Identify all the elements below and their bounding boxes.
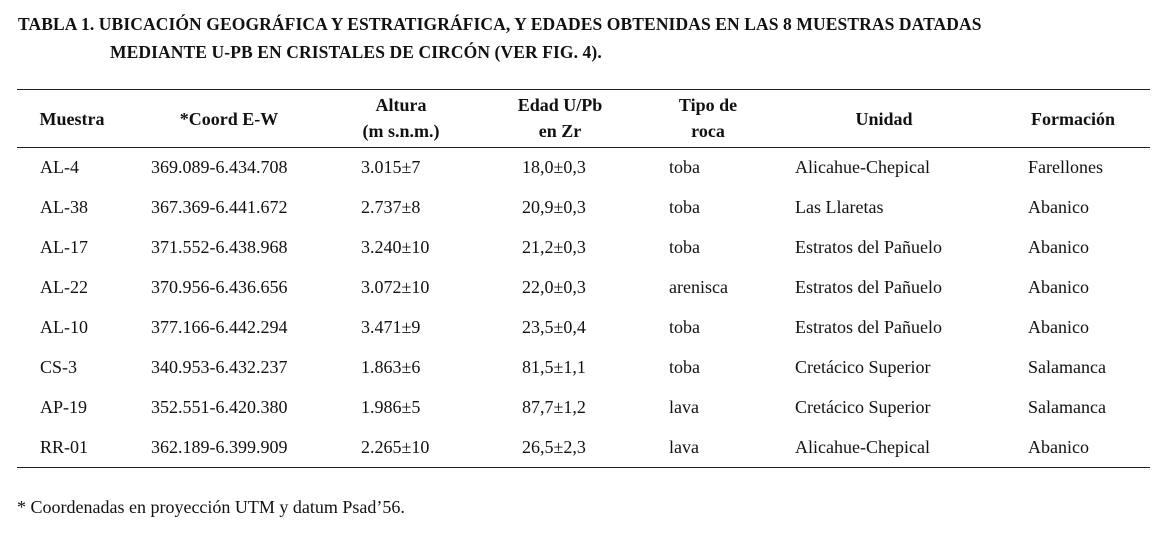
table-cell: Abanico bbox=[1028, 437, 1089, 457]
table-cell: Cretácico Superior bbox=[795, 357, 931, 377]
table-cell: 3.015±7 bbox=[361, 157, 421, 177]
table-cell: Salamanca bbox=[1028, 357, 1106, 377]
table-cell: Estratos del Pañuelo bbox=[795, 237, 942, 257]
column-header: Tipo de bbox=[678, 95, 738, 115]
table-cell: 340.953-6.432.237 bbox=[151, 357, 288, 377]
table-cell: 370.956-6.436.656 bbox=[151, 277, 288, 297]
column-header: *Coord E-W bbox=[179, 109, 279, 129]
table-cell: AL-22 bbox=[40, 277, 88, 297]
table-cell: Abanico bbox=[1028, 197, 1089, 217]
table-cell: lava bbox=[669, 437, 699, 457]
caption-line-1: TABLA 1. UBICACIÓN GEOGRÁFICA Y ESTRATIGRÁFICA, Y EDADES OBTENIDAS EN LAS 8 MUESTRAS DATADAS bbox=[18, 14, 982, 34]
column-header: Unidad bbox=[855, 109, 913, 129]
table-cell: 1.986±5 bbox=[361, 397, 421, 417]
table-cell: toba bbox=[669, 157, 700, 177]
table-cell: Alicahue-Chepical bbox=[795, 157, 930, 177]
table-cell: 3.471±9 bbox=[361, 317, 421, 337]
table-cell: 369.089-6.434.708 bbox=[151, 157, 288, 177]
footnote: * Coordenadas en proyección UTM y datum Psad’56. bbox=[17, 497, 405, 517]
table-cell: arenisca bbox=[669, 277, 728, 297]
column-header: Formación bbox=[1031, 109, 1115, 129]
table-cell: toba bbox=[669, 357, 700, 377]
table-cell: toba bbox=[669, 317, 700, 337]
table-cell: Cretácico Superior bbox=[795, 397, 931, 417]
table-cell: 3.072±10 bbox=[361, 277, 430, 297]
table-cell: 22,0±0,3 bbox=[522, 277, 586, 297]
column-header: en Zr bbox=[538, 121, 582, 141]
bottom-rule bbox=[17, 467, 1150, 468]
table-cell: AL-4 bbox=[40, 157, 79, 177]
table-cell: Alicahue-Chepical bbox=[795, 437, 930, 457]
column-header: Altura bbox=[375, 95, 427, 115]
table-cell: Abanico bbox=[1028, 317, 1089, 337]
column-header: (m s.n.m.) bbox=[362, 121, 440, 141]
table-cell: 367.369-6.441.672 bbox=[151, 197, 288, 217]
table-cell: AP-19 bbox=[40, 397, 88, 417]
table-cell: AL-17 bbox=[40, 237, 88, 257]
caption-line-2: MEDIANTE U-PB EN CRISTALES DE CIRCÓN (VER FIG. 4). bbox=[110, 42, 602, 62]
table-cell: 1.863±6 bbox=[361, 357, 421, 377]
table-cell: toba bbox=[669, 237, 700, 257]
table-cell: Farellones bbox=[1028, 157, 1103, 177]
table-cell: toba bbox=[669, 197, 700, 217]
top-rule bbox=[17, 89, 1150, 90]
table-cell: AL-10 bbox=[40, 317, 88, 337]
table-cell: Estratos del Pañuelo bbox=[795, 277, 942, 297]
column-header: Muestra bbox=[39, 109, 105, 129]
table-cell: Las Llaretas bbox=[795, 197, 884, 217]
table-cell: Abanico bbox=[1028, 277, 1089, 297]
table-cell: 81,5±1,1 bbox=[522, 357, 586, 377]
table-cell: 371.552-6.438.968 bbox=[151, 237, 288, 257]
table-cell: CS-3 bbox=[40, 357, 78, 377]
header-rule bbox=[17, 147, 1150, 148]
table-cell: 20,9±0,3 bbox=[522, 197, 586, 217]
table-cell: 3.240±10 bbox=[361, 237, 430, 257]
table-cell: Salamanca bbox=[1028, 397, 1106, 417]
table-cell: lava bbox=[669, 397, 699, 417]
table-cell: Abanico bbox=[1028, 237, 1089, 257]
table-cell: 2.737±8 bbox=[361, 197, 421, 217]
table-cell: 377.166-6.442.294 bbox=[151, 317, 288, 337]
table-cell: AL-38 bbox=[40, 197, 88, 217]
table-cell: 2.265±10 bbox=[361, 437, 430, 457]
column-header: roca bbox=[691, 121, 725, 141]
table-caption bbox=[18, 10, 1158, 66]
column-header: Edad U/Pb bbox=[517, 95, 603, 115]
table-cell: 23,5±0,4 bbox=[522, 317, 586, 337]
table-cell: 352.551-6.420.380 bbox=[151, 397, 288, 417]
table-cell: 18,0±0,3 bbox=[522, 157, 586, 177]
table-cell: 21,2±0,3 bbox=[522, 237, 586, 257]
table-cell: Estratos del Pañuelo bbox=[795, 317, 942, 337]
table-cell: RR-01 bbox=[40, 437, 89, 457]
table-cell: 87,7±1,2 bbox=[522, 397, 586, 417]
table-cell: 26,5±2,3 bbox=[522, 437, 586, 457]
table-cell: 362.189-6.399.909 bbox=[151, 437, 288, 457]
